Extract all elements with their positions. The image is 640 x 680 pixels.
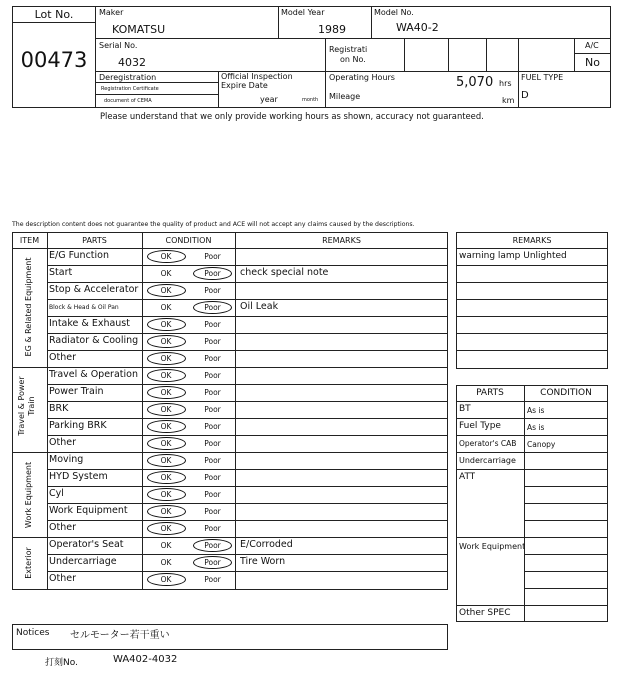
part-name: Other	[49, 573, 76, 584]
ok-selected-circle	[147, 250, 186, 263]
ok-selected-circle	[147, 522, 186, 535]
poor-option: Poor	[204, 439, 221, 448]
lot-number: 00473	[20, 48, 88, 72]
group-eg-related: EG & Related Equipment	[24, 257, 33, 357]
maker-value: KOMATSU	[112, 23, 166, 36]
ok-option: OK	[160, 337, 172, 346]
remark: E/Corroded	[240, 539, 293, 550]
poor-option: Poor	[204, 456, 221, 465]
ok-selected-circle	[147, 420, 186, 433]
right-remark: warning lamp Unlighted	[459, 251, 567, 261]
ok-option: OK	[160, 524, 172, 533]
col-condition: CONDITION	[165, 236, 212, 245]
hours-disclaimer: Please understand that we only provide working hours as shown, accuracy not guaranteed.	[100, 111, 484, 121]
part-name: HYD System	[49, 471, 108, 482]
part-name: Radiator & Cooling	[49, 335, 139, 346]
deregistration-label: Deregistration	[99, 73, 157, 82]
part-name: Stop & Accelerator	[49, 284, 139, 295]
poor-option: Poor	[204, 405, 221, 414]
ok-option: OK	[160, 541, 172, 550]
hrs-unit: hrs	[499, 79, 512, 88]
poor-selected-circle	[193, 539, 232, 552]
model-no-label: Model No.	[374, 8, 414, 17]
ok-selected-circle	[147, 318, 186, 331]
ok-selected-circle	[147, 403, 186, 416]
remark: check special note	[240, 267, 329, 278]
poor-option: Poor	[204, 269, 221, 278]
fuel-type-label: FUEL TYPE	[521, 73, 564, 82]
ok-option: OK	[160, 507, 172, 516]
part-name: Other	[49, 352, 76, 363]
registration-label: Registrati	[329, 45, 368, 54]
ok-selected-circle	[147, 505, 186, 518]
poor-option: Poor	[204, 558, 221, 567]
undercarriage-label: Undercarriage	[459, 456, 516, 465]
poor-option: Poor	[204, 252, 221, 261]
km-unit: km	[502, 96, 515, 105]
ok-selected-circle	[147, 573, 186, 586]
ok-selected-circle	[147, 454, 186, 467]
bt-label: BT	[459, 404, 471, 414]
group-travel-power-train: Travel & Power Train	[17, 376, 36, 436]
poor-option: Poor	[204, 541, 221, 550]
operating-hours-value: 5,070	[456, 75, 494, 90]
year-label: year	[260, 95, 278, 104]
operating-hours-label: Operating Hours	[329, 73, 395, 82]
att-label: ATT	[459, 472, 476, 482]
notices-label: Notices	[16, 628, 50, 638]
remark: Tire Worn	[240, 556, 286, 567]
parts-col-header: PARTS	[476, 388, 504, 398]
poor-option: Poor	[204, 286, 221, 295]
mileage-label: Mileage	[329, 92, 361, 101]
ok-option: OK	[160, 286, 172, 295]
poor-option: Poor	[204, 320, 221, 329]
poor-selected-circle	[193, 267, 232, 280]
ok-option: OK	[160, 252, 172, 261]
serial-label: Serial No.	[99, 41, 138, 50]
poor-option: Poor	[204, 337, 221, 346]
ok-option: OK	[160, 320, 172, 329]
ok-option: OK	[160, 371, 172, 380]
ok-option: OK	[160, 303, 172, 312]
poor-option: Poor	[204, 303, 221, 312]
operator-cab-label: Operator's CAB	[459, 439, 517, 448]
ok-selected-circle	[147, 335, 186, 348]
ok-selected-circle	[147, 352, 186, 365]
ok-option: OK	[160, 405, 172, 414]
poor-option: Poor	[204, 473, 221, 482]
col-parts: PARTS	[82, 236, 107, 245]
poor-selected-circle	[193, 556, 232, 569]
poor-option: Poor	[204, 575, 221, 584]
ok-option: OK	[160, 575, 172, 584]
ok-selected-circle	[147, 369, 186, 382]
poor-option: Poor	[204, 490, 221, 499]
operator-cab-value: Canopy	[527, 440, 556, 449]
poor-option: Poor	[204, 354, 221, 363]
part-name: BRK	[49, 403, 69, 414]
poor-option: Poor	[204, 422, 221, 431]
ok-selected-circle	[147, 437, 186, 450]
ok-selected-circle	[147, 284, 186, 297]
part-name: E/G Function	[49, 250, 109, 261]
col-remarks: REMARKS	[322, 236, 361, 245]
stamp-label: 打刻No.	[45, 658, 78, 668]
col-item: ITEM	[19, 236, 40, 245]
bt-value: As is	[527, 406, 545, 415]
fuel-type-part-value: As is	[527, 423, 545, 432]
part-name: Travel & Operation	[49, 369, 138, 380]
part-name: Moving	[49, 454, 84, 465]
ac-value: No	[585, 56, 600, 69]
ok-option: OK	[160, 439, 172, 448]
maker-label: Maker	[99, 8, 124, 17]
month-label: month	[302, 97, 319, 103]
stamp-value: WA402-4032	[113, 654, 178, 665]
other-spec-label: Other SPEC	[459, 608, 511, 618]
inspection-label: Official Inspection	[221, 72, 293, 81]
serial-value: 4032	[118, 56, 146, 69]
inspection-disclaimer: The description content does not guarantee the quality of product and ACE will not accept any claims caused by the descriptions.	[12, 221, 415, 228]
poor-option: Poor	[204, 371, 221, 380]
ok-option: OK	[160, 388, 172, 397]
registration-certificate-label: Registration Certificate	[101, 86, 159, 92]
right-remarks-header: REMARKS	[512, 236, 552, 245]
inspection-label-2: Expire Date	[221, 81, 268, 90]
poor-option: Poor	[204, 507, 221, 516]
ok-option: OK	[160, 269, 172, 278]
condition-col-header: CONDITION	[540, 388, 592, 398]
ok-selected-circle	[147, 386, 186, 399]
ok-option: OK	[160, 490, 172, 499]
ok-selected-circle	[147, 488, 186, 501]
ok-option: OK	[160, 354, 172, 363]
part-name: Intake & Exhaust	[49, 318, 130, 329]
ac-label: A/C	[585, 41, 599, 50]
notices-text: セルモーター若干重い	[70, 630, 170, 641]
model-year-label: Model Year	[281, 8, 325, 17]
group-exterior: Exterior	[24, 547, 33, 579]
cema-document-label: document of CEMA	[104, 98, 152, 104]
part-name: Start	[49, 267, 73, 278]
part-name: Other	[49, 437, 76, 448]
part-name: Other	[49, 522, 76, 533]
part-name: Block & Head & Oil Pan	[49, 304, 119, 311]
registration-label-2: on No.	[340, 55, 366, 64]
part-name: Work Equipment	[49, 505, 128, 516]
part-name: Power Train	[49, 386, 104, 397]
poor-option: Poor	[204, 388, 221, 397]
model-year-value: 1989	[318, 23, 346, 36]
ok-selected-circle	[147, 471, 186, 484]
ok-option: OK	[160, 473, 172, 482]
lot-label: Lot No.	[34, 8, 74, 21]
work-equipment-part-label: Work Equipment	[459, 542, 526, 551]
part-name: Operator's Seat	[49, 539, 124, 550]
fuel-type-part-label: Fuel Type	[459, 421, 501, 431]
group-work-equipment: Work Equipment	[24, 461, 33, 529]
ok-option: OK	[160, 422, 172, 431]
ok-option: OK	[160, 558, 172, 567]
part-name: Cyl	[49, 488, 64, 499]
poor-option: Poor	[204, 524, 221, 533]
part-name: Parking BRK	[49, 420, 107, 431]
remark: Oil Leak	[240, 301, 279, 312]
model-no-value: WA40-2	[396, 21, 439, 34]
fuel-type-value: D	[521, 90, 529, 101]
part-name: Undercarriage	[49, 556, 117, 567]
poor-selected-circle	[193, 301, 232, 314]
ok-option: OK	[160, 456, 172, 465]
